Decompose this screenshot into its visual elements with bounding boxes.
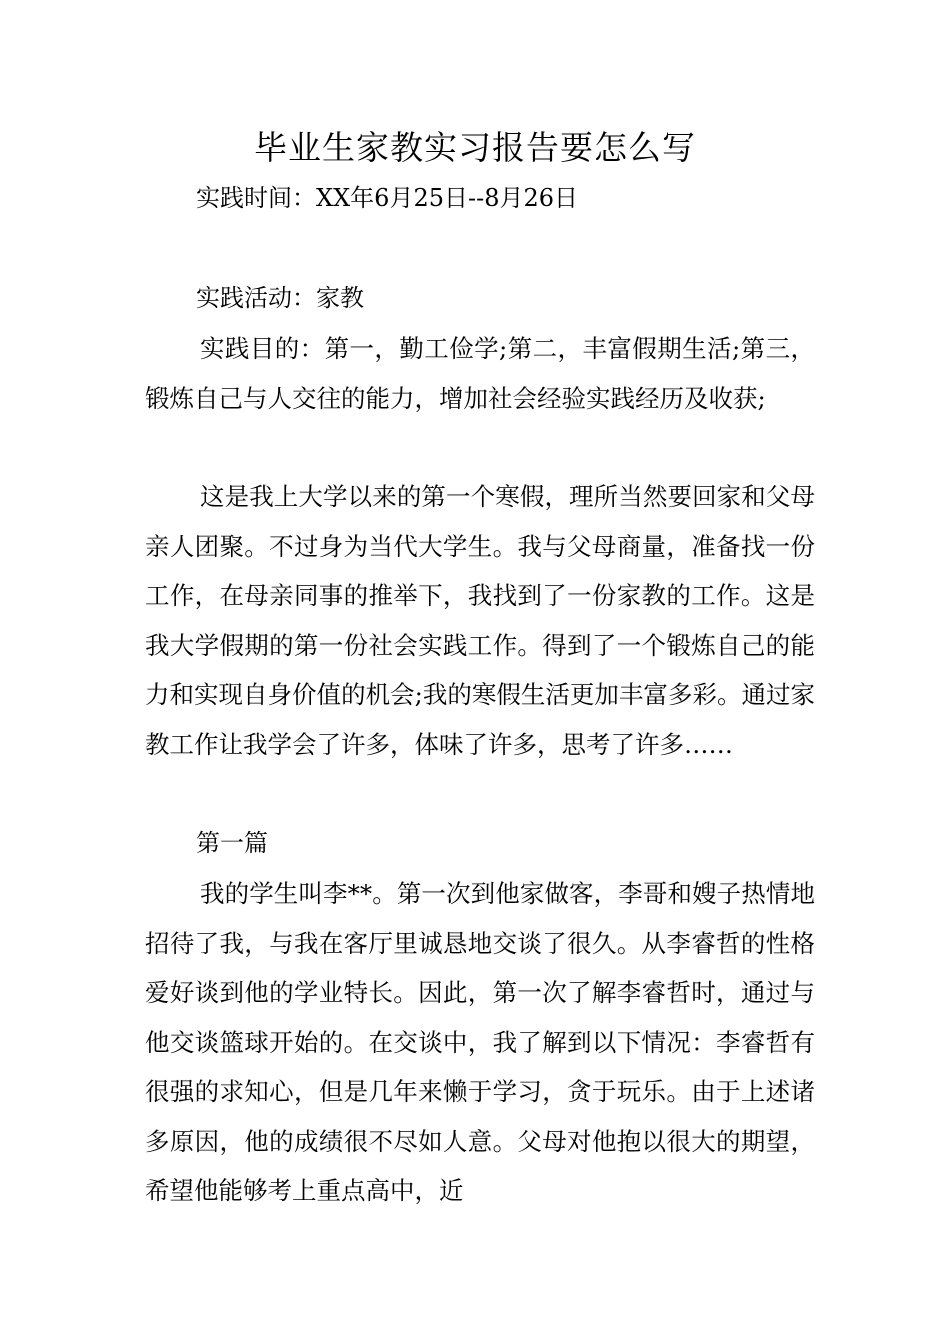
- intro-paragraph: 这是我上大学以来的第一个寒假，理所当然要回家和父母亲人团聚。不过身为当代大学生。我与父母商量，准备找一份工作，在母亲同事的推举下，我找到了一份家教的工作。这是我大学假期的第一份社会实践工作。得到了一个锻炼自己的能力和实现自身价值的机会;我的寒假生活更加丰富多彩。通过家教工作让我学会了许多，体味了许多，思考了许多……: [145, 482, 815, 759]
- story-paragraph: 我的学生叫李**。第一次到他家做客，李哥和嫂子热情地招待了我，与我在客厅里诚恳地交谈了很久。从李睿哲的性格爱好谈到他的学业特长。因此，第一次了解李睿哲时，通过与他交谈篮球开始的。在交谈中，我了解到以下情况：李睿哲有很强的求知心，但是几年来懒于学习，贪于玩乐。由于上述诸多原因，他的成绩很不尽如人意。父母对他抱以很大的期望，希望他能够考上重点高中，近: [145, 879, 815, 1205]
- practice-activity-line: 实践活动：家教: [196, 284, 364, 312]
- document-title: 毕业生家教实习报告要怎么写: [254, 128, 696, 167]
- section-heading: 第一篇: [196, 829, 268, 857]
- purpose-paragraph: 实践目的：第一，勤工俭学;第二，丰富假期生活;第三，锻炼自己与人交往的能力，增加社会经验实践经历及收获;: [145, 334, 815, 413]
- practice-time-line: 实践时间：XX年6月25日--8月26日: [196, 184, 579, 212]
